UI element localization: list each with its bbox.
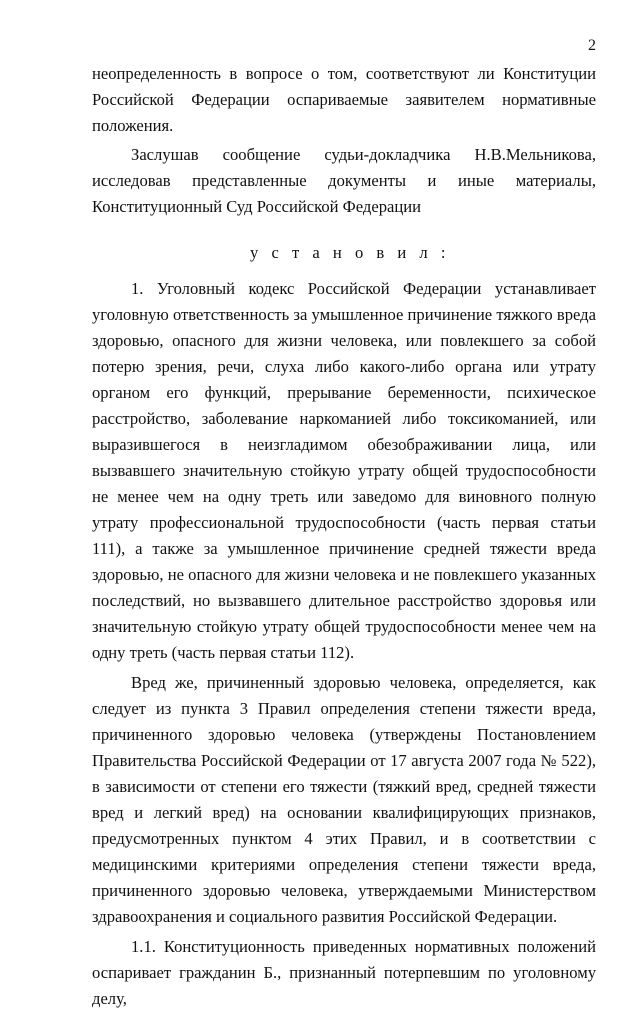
paragraph-constitutionality: 1.1. Конституционность приведенных нормативных положений оспаривает гражданин Б., признанный потерпевшим по уголовному делу,	[92, 937, 596, 1008]
paragraph-hearing: Заслушав сообщение судьи-докладчика Н.В.Мельникова, исследовав представленные документы и иные материалы, Конституционный Суд Российской Федерации	[92, 145, 596, 216]
page-number: 2	[588, 37, 596, 54]
paragraph-harm-definition: Вред же, причиненный здоровью человека, определяется, как следует из пункта 3 Правил определения степени тяжести вреда, причиненного здоровью человека (утверждены Постановлением Правительства Российской Федерации от 17 августа 2007 года № 522), в зависимости от степени его тяжести (тяжкий вред, средней тяжести вред и легкий вред) на основании квалифицирующих признаков, предусмотренных пунктом 4 этих Правил, и в соответствии с медицинскими критериями определения степени тяжести вреда, причиненного здоровью человека, утверждаемыми Министерством здравоохранения и социального развития Российской Федерации.	[92, 673, 596, 926]
section-heading-established: у с т а н о в и л :	[250, 243, 450, 262]
paragraph-continuation: неопределенность в вопросе о том, соответствуют ли Конституции Российской Федерации оспариваемые заявителем нормативные положения.	[92, 64, 596, 135]
document-body	[92, 61, 596, 1012]
paragraph-criminal-code: 1. Уголовный кодекс Российской Федерации устанавливает уголовную ответственность за умышленное причинение тяжкого вреда здоровью, опасного для жизни человека, или повлекшего за собой потерю зрения, речи, слуха либо какого-либо органа или утрату органом его функций, прерывание беременности, психическое расстройство, заболевание наркоманией либо токсикоманией, или выразившегося в неизгладимом обезображивании лица, или вызвавшего значительную стойкую утрату общей трудоспособности не менее чем на одну треть или заведомо для виновного полную утрату профессиональной трудоспособности (часть первая статьи 111), а также за умышленное причинение средней тяжести вреда здоровью, не опасного для жизни человека и не повлекшего указанных последствий, но вызвавшего длительное расстройство здоровья или значительную стойкую утрату общей трудоспособности менее чем на одну треть (часть первая статьи 112).	[92, 279, 596, 662]
